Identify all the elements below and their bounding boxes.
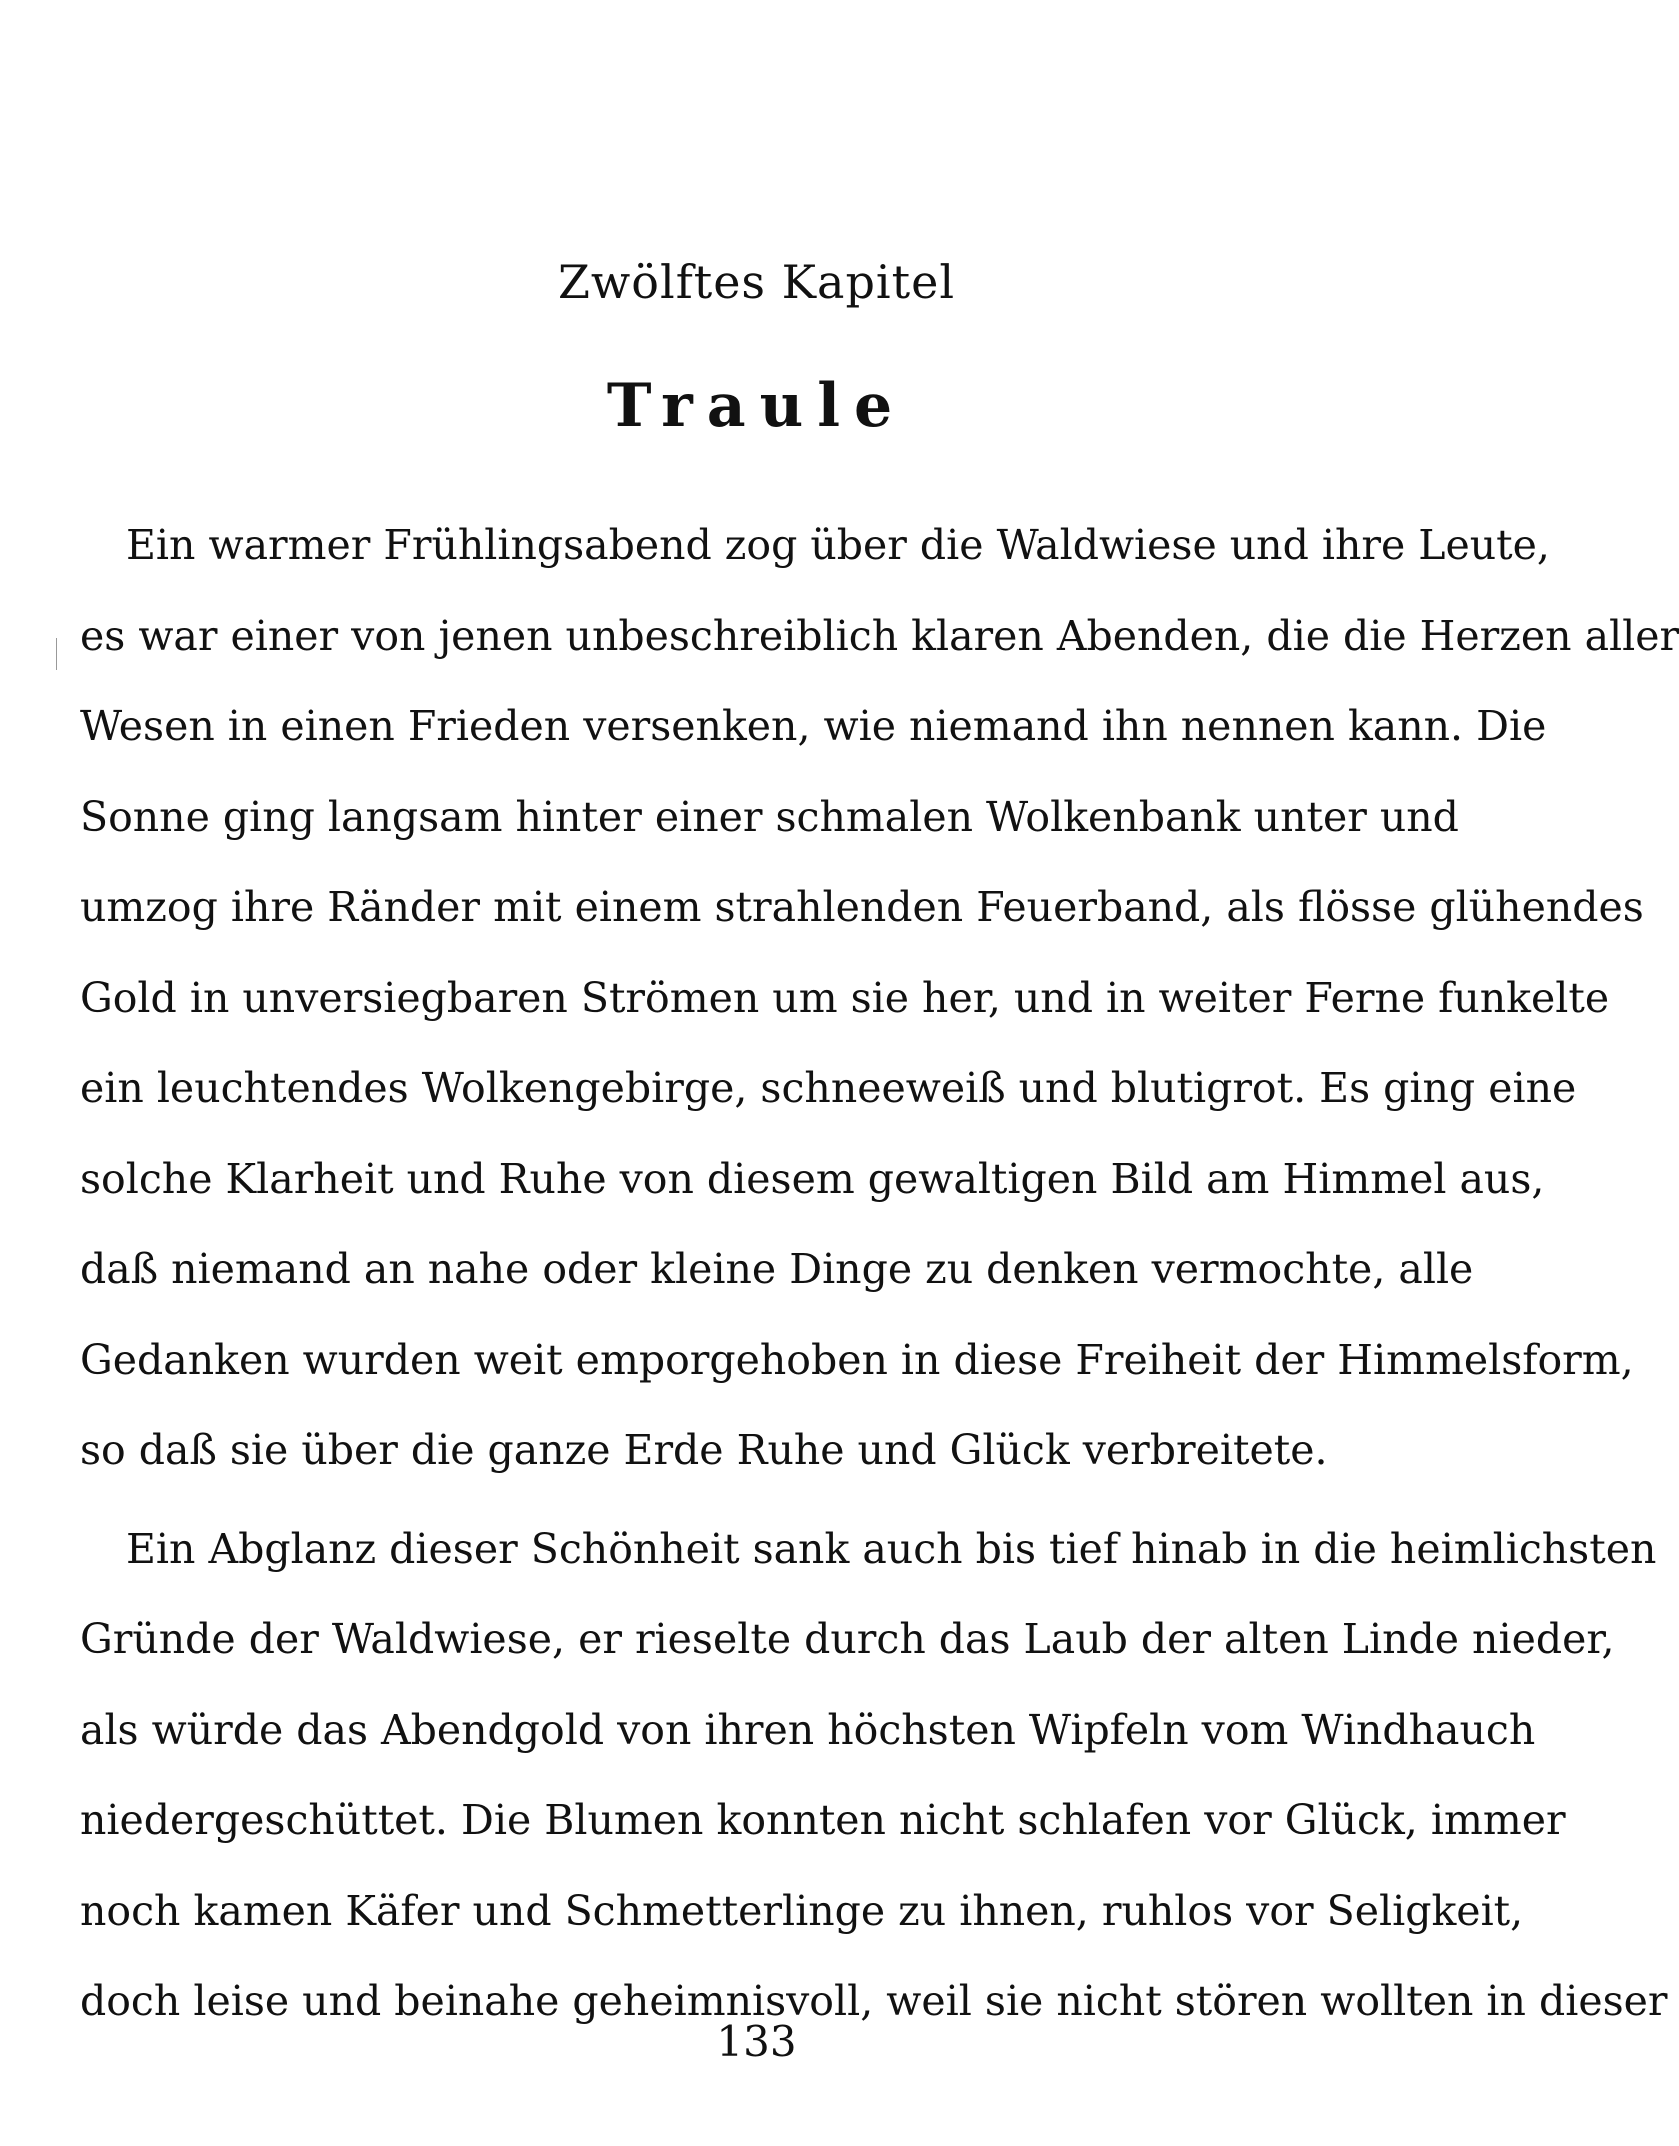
text-line: noch kamen Käfer und Schmetterlinge zu ihnen, ruhlos vor Seligkeit,: [80, 1886, 1524, 1935]
paragraph-gap: [80, 1496, 1430, 1504]
margin-mark: [56, 638, 60, 670]
text-line: Ein warmer Frühlingsabend zog über die Waldwiese und ihre Leute,: [126, 521, 1550, 569]
chapter-title: Traule: [606, 371, 907, 441]
page-number: 133: [716, 2017, 797, 2066]
text-line: solche Klarheit und Ruhe von diesem gewaltigen Bild am Himmel aus,: [80, 1154, 1545, 1203]
text-line: Gründe der Waldwiese, er rieselte durch das Laub der alten Linde nieder,: [80, 1615, 1615, 1663]
text-line: umzog ihre Ränder mit einem strahlenden Feuerband, als flösse glühendes: [80, 883, 1644, 931]
text-line: daß niemand an nahe oder kleine Dinge zu denken vermochte, alle: [80, 1245, 1474, 1293]
text-line: Ein Abglanz dieser Schönheit sank auch bis tief hinab in die heimlichsten: [126, 1524, 1657, 1573]
text-line: als würde das Abendgold von ihren höchsten Wipfeln vom Windhauch: [80, 1705, 1536, 1754]
text-line: Gedanken wurden weit emporgehoben in diese Freiheit der Himmelsform,: [80, 1335, 1634, 1384]
text-line: ein leuchtendes Wolkengebirge, schneeweiß und blutigrot. Es ging eine: [80, 1064, 1577, 1112]
body-text: [80, 500, 1679, 2047]
text-line: es war einer von jenen unbeschreiblich klaren Abenden, die die Herzen aller: [80, 611, 1679, 660]
chapter-label: Zwölftes Kapitel: [557, 255, 956, 309]
text-line: Gold in unversiegbaren Strömen um sie her, und in weiter Ferne funkelte: [80, 973, 1610, 1022]
text-line: niedergeschüttet. Die Blumen konnten nicht schlafen vor Glück, immer: [80, 1796, 1566, 1844]
text-line: Wesen in einen Frieden versenken, wie niemand ihn nennen kann. Die: [80, 702, 1547, 750]
text-line: so daß sie über die ganze Erde Ruhe und Glück verbreitete.: [80, 1426, 1328, 1474]
text-line: doch leise und beinahe geheimnisvoll, weil sie nicht stören wollten in dieser: [80, 1977, 1668, 2025]
text-line: Sonne ging langsam hinter einer schmalen Wolkenbank unter und: [80, 792, 1459, 841]
